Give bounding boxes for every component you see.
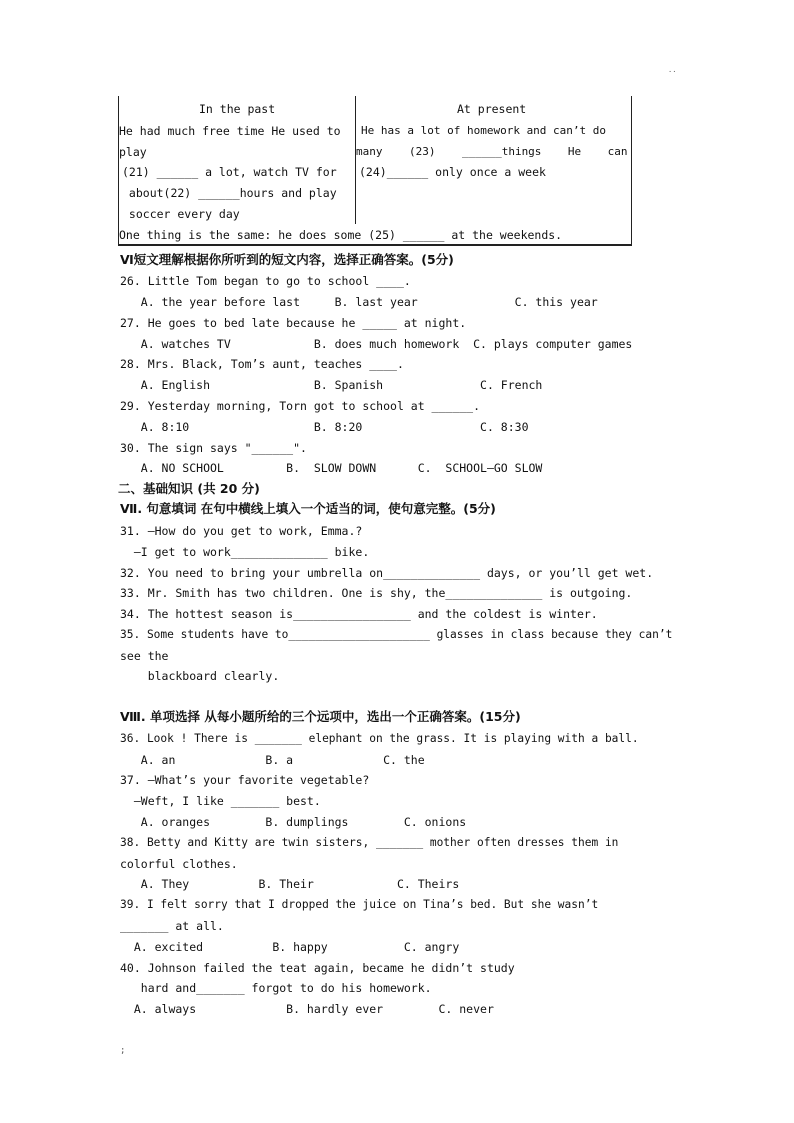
- question-line: 30. The sign says "______".: [120, 441, 307, 455]
- table-left-line: (21) ______ a lot, watch TV for: [122, 165, 337, 179]
- question-line: see the: [120, 649, 169, 663]
- question-line: 29. Yesterday morning, Torn got to school at ______.: [120, 399, 481, 413]
- question-line: colorful clothes.: [120, 857, 238, 871]
- question-line: 31. —How do you get to work, Emma.?: [120, 524, 363, 538]
- corner-mark-bottom: ;: [120, 1046, 126, 1056]
- options-line: A. English B. Spanish C. French: [120, 378, 543, 392]
- options-line: A. oranges B. dumplings C. onions: [120, 815, 467, 829]
- table-left-header: In the past: [199, 102, 276, 116]
- question-line: 36. Look ! There is _______ elephant on the grass. It is playing with a ball.: [120, 732, 639, 745]
- table-divider: [355, 96, 356, 224]
- table-left-line: about(22) ______hours and play: [122, 186, 337, 200]
- section8-heading: Ⅷ. 单项选择 从每小题所给的三个远项中，选出一个正确答案。(15分): [120, 709, 521, 724]
- options-line: A. NO SCHOOL B. SLOW DOWN C. SCHOOL—GO SLOW: [120, 461, 543, 475]
- table-right-line: He has a lot of homework and can’t do: [361, 124, 607, 137]
- question-line: 26. Little Tom began to go to school ____.: [120, 274, 411, 288]
- question-line: 27. He goes to bed late because he _____ at night.: [120, 316, 467, 330]
- options-line: A. excited B. happy C. angry: [120, 940, 460, 954]
- question-line: hard and_______ forgot to do his homework.: [120, 981, 432, 995]
- question-line: 37. —What’s your favorite vegetable?: [120, 773, 370, 787]
- question-line: —Weft, I like _______ best.: [120, 794, 321, 808]
- options-line: A. the year before last B. last year C. this year: [120, 295, 598, 309]
- table-left-line: He had much free time He used to: [119, 124, 341, 138]
- options-line: A. always B. hardly ever C. never: [120, 1002, 494, 1016]
- comparison-table: [118, 96, 632, 246]
- question-line: _______ at all.: [120, 919, 224, 933]
- question-line: 33. Mr. Smith has two children. One is shy, the______________ is outgoing.: [120, 586, 633, 600]
- options-line: A. They B. Their C. Theirs: [120, 877, 460, 891]
- table-right-line: (24)______ only once a week: [359, 165, 546, 179]
- question-line: blackboard clearly.: [120, 669, 280, 683]
- question-line: 38. Betty and Kitty are twin sisters, _______ mother often dresses them in: [120, 836, 619, 849]
- section7-heading: Ⅶ. 句意填词 在句中横线上填入一个适当的词，使句意完整。(5分): [120, 501, 496, 516]
- options-line: A. 8:10 B. 8:20 C. 8:30: [120, 420, 529, 434]
- options-line: A. watches TV B. does much homework C. plays computer games: [120, 337, 633, 351]
- table-right-header: At present: [457, 102, 527, 116]
- table-left-line: soccer every day: [122, 207, 240, 221]
- table-right-line: many (23) ______things He can: [356, 145, 628, 158]
- question-line: 39. I felt sorry that I dropped the juice on Tina’s bed. But she wasn’t: [120, 898, 599, 911]
- table-footer: One thing is the same: he does some (25) ______ at the weekends.: [119, 228, 563, 242]
- question-line: 35. Some students have to_____________________ glasses in class because they can’t: [120, 628, 673, 641]
- question-line: —I get to work______________ bike.: [120, 545, 370, 559]
- section6-heading: Ⅵ短文理解根据你所听到的短文内容，选择正确答案。(5分): [120, 252, 454, 267]
- question-line: 32. You need to bring your umbrella on______________ days, or you’ll get wet.: [120, 566, 654, 580]
- question-line: 34. The hottest season is_________________ and the coldest is winter.: [120, 607, 598, 621]
- question-line: 40. Johnson failed the teat again, became he didn’t study: [120, 961, 515, 975]
- question-line: 28. Mrs. Black, Tom’s aunt, teaches ____.: [120, 357, 404, 371]
- part2-heading: 二、基础知识 (共 20 分): [118, 481, 260, 496]
- corner-mark-top: ..: [668, 66, 677, 74]
- options-line: A. an B. a C. the: [120, 753, 425, 767]
- table-left-line: play: [119, 145, 147, 159]
